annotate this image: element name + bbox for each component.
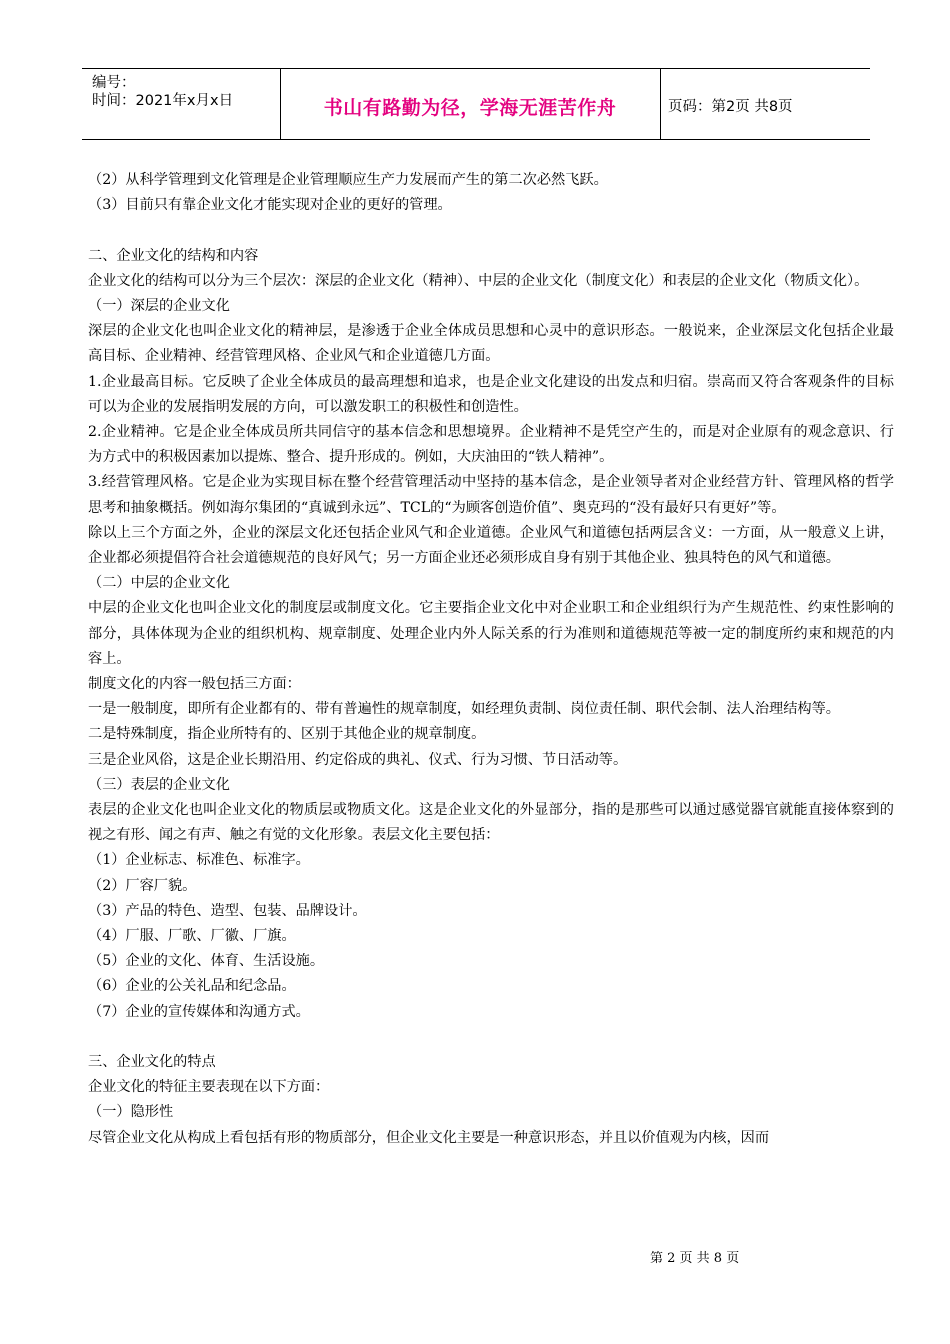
paragraph: （2）从科学管理到文化管理是企业管理顺应生产力发展而产生的第二次必然飞跃。 xyxy=(88,172,608,188)
paragraph: 企业文化的结构可以分为三个层次：深层的企业文化（精神）、中层的企业文化（制度文化）和表层的企业文化（物质文化）。 xyxy=(88,272,869,289)
blank-line xyxy=(88,218,894,243)
page-label: 页码：第2页 共8页 xyxy=(668,99,793,115)
page-header xyxy=(82,68,870,140)
header-motto-cell xyxy=(280,69,661,139)
list-item: （6）企业的公关礼品和纪念品。 xyxy=(88,978,296,995)
paragraph: 深层的企业文化也叫企业文化的精神层，是渗透于企业全体成员思想和心灵中的意识形态。一般说来，企业深层文化包括企业最高目标、企业精神、经营管理风格、企业风气和企业道德几方面。 xyxy=(88,323,894,365)
list-item: （4）厂服、厂歌、厂徽、厂旗。 xyxy=(88,928,296,945)
paragraph: 3.经营管理风格。它是企业为实现目标在整个经营管理活动中坚持的基本信念，是企业领导者对企业经营方针、管理风格的哲学思考和抽象概括。例如海尔集团的“真诚到永远”、TCL的“为顾客创造价值”、奥克玛的“没有最好只有更好”等。 xyxy=(88,474,894,516)
section-heading: 二、企业文化的结构和内容 xyxy=(88,247,259,264)
paragraph: 一是一般制度，即所有企业都有的、带有普遍性的规章制度，如经理负责制、岗位责任制、职代会制、法人治理结构等。 xyxy=(88,701,840,718)
paragraph: 企业文化的特征主要表现在以下方面： xyxy=(88,1079,330,1096)
document-body xyxy=(88,168,894,1151)
paragraph: 三是企业风俗，这是企业长期沿用、约定俗成的典礼、仪式、行为习惯、节日活动等。 xyxy=(88,751,628,768)
paragraph: 表层的企业文化也叫企业文化的物质层或物质文化。这是企业文化的外显部分，指的是那些可以通过感觉器官就能直接体察到的视之有形、闻之有声、触之有觉的文化形象。表层文化主要包括： xyxy=(88,802,894,844)
paragraph: 二是特殊制度，指企业所特有的、区别于其他企业的规章制度。 xyxy=(88,726,486,743)
paragraph: （3）目前只有靠企业文化才能实现对企业的更好的管理。 xyxy=(88,197,452,214)
list-item: （7）企业的宣传媒体和沟通方式。 xyxy=(88,1003,310,1020)
section-heading: 三、企业文化的特点 xyxy=(88,1054,216,1071)
page-footer: 第 2 页 共 8 页 xyxy=(650,1251,740,1266)
subsection-heading: （三）表层的企业文化 xyxy=(88,776,230,793)
blank-line xyxy=(88,1025,894,1050)
paragraph: 制度文化的内容一般包括三方面： xyxy=(88,676,301,693)
subsection-heading: （二）中层的企业文化 xyxy=(88,575,230,592)
paragraph: 1.企业最高目标。它反映了企业全体成员的最高理想和追求，也是企业文化建设的出发点和归宿。崇高而又符合客观条件的目标可以为企业的发展指明发展的方向，可以激发职工的积极性和创造性。 xyxy=(88,373,894,415)
header-page-cell xyxy=(660,69,870,139)
subsection-heading: （一）隐形性 xyxy=(88,1104,174,1121)
paragraph: 中层的企业文化也叫企业文化的制度层或制度文化。它主要指企业文化中对企业职工和企业组织行为产生规范性、约束性影响的部分，具体体现为企业的组织机构、规章制度、处理企业内外人际关系的行为准则和道德规范等被一定的制度所约束和规范的内容上。 xyxy=(88,600,894,667)
list-item: （1）企业标志、标准色、标准字。 xyxy=(88,852,310,869)
motto: 书山有路勤为径，学海无涯苦作舟 xyxy=(323,97,617,119)
paragraph: 尽管企业文化从构成上看包括有形的物质部分，但企业文化主要是一种意识形态，并且以价值观为内核，因而 xyxy=(88,1129,770,1146)
number-label: 编号： xyxy=(92,75,136,91)
list-item: （2）厂容厂貌。 xyxy=(88,877,197,894)
subsection-heading: （一）深层的企业文化 xyxy=(88,298,230,314)
paragraph: 2.企业精神。它是企业全体成员所共同信守的基本信念和思想境界。企业精神不是凭空产生的，而是对企业原有的观念意识、行为方式中的积极因素加以提炼、整合、提升形成的。例如，大庆油田的“铁人精神”。 xyxy=(88,424,894,466)
paragraph: 除以上三个方面之外，企业的深层文化还包括企业风气和企业道德。企业风气和道德包括两层含义：一方面，从一般意义上讲，企业都必须提倡符合社会道德规范的良好风气；另一方面企业还必须形成自身有别于其他企业、独具特色的风气和道德。 xyxy=(88,524,894,567)
date-label: 时间：2021年x月x日 xyxy=(92,93,234,109)
header-info-cell xyxy=(82,69,281,139)
list-item: （3）产品的特色、造型、包装、品牌设计。 xyxy=(88,902,367,919)
list-item: （5）企业的文化、体育、生活设施。 xyxy=(88,953,325,970)
